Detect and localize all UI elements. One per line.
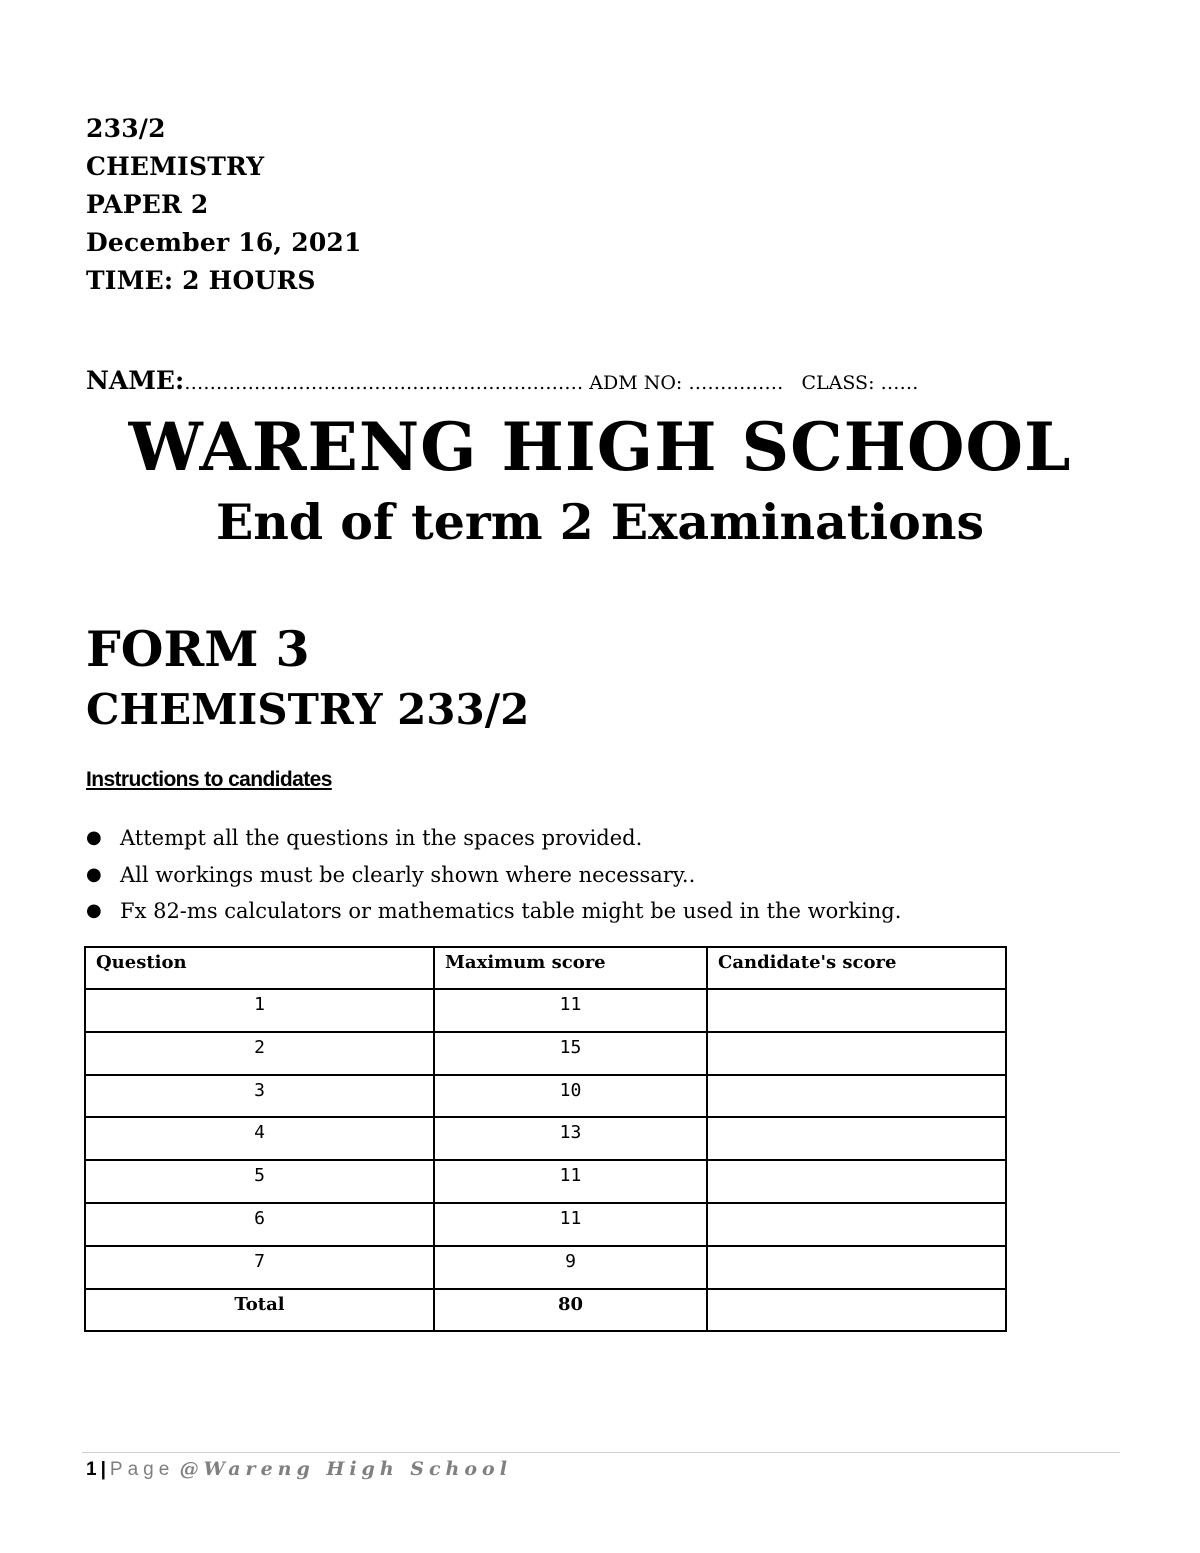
maximum-score: 11 xyxy=(434,1160,707,1203)
class-label: CLASS: xyxy=(801,372,875,394)
instructions-list xyxy=(86,820,901,930)
candidate-score-cell[interactable] xyxy=(707,1032,1006,1075)
total-label: Total xyxy=(85,1289,434,1332)
instruction-item: ● Fx 82-ms calculators or mathematics table might be used in the working. xyxy=(86,893,901,930)
school-name: WARENG HIGH SCHOOL xyxy=(128,408,1072,486)
candidate-score-cell[interactable] xyxy=(707,1246,1006,1289)
exam-date: December 16, 2021 xyxy=(86,228,362,257)
candidate-score-cell[interactable] xyxy=(707,1203,1006,1246)
exam-name: End of term 2 Examinations xyxy=(215,493,985,551)
bullet-icon: ● xyxy=(86,827,102,848)
candidate-score-cell[interactable] xyxy=(707,1117,1006,1160)
instruction-item: ● All workings must be clearly shown where necessary.. xyxy=(86,857,901,894)
name-label: NAME: xyxy=(86,366,185,395)
candidate-score-cell[interactable] xyxy=(707,989,1006,1032)
score-table xyxy=(84,946,1007,1332)
maximum-score: 10 xyxy=(434,1075,707,1118)
table-header-row xyxy=(85,947,1006,989)
name-field[interactable]: ……………………………………………………… xyxy=(184,372,584,394)
instruction-item: ● Attempt all the questions in the spaces provided. xyxy=(86,820,901,857)
maximum-score: 15 xyxy=(434,1032,707,1075)
maximum-score: 11 xyxy=(434,1203,707,1246)
total-maximum-score: 80 xyxy=(434,1289,707,1332)
total-row xyxy=(85,1289,1006,1332)
maximum-score: 9 xyxy=(434,1246,707,1289)
column-header-question: Question xyxy=(85,947,434,989)
subject-code: CHEMISTRY 233/2 xyxy=(86,685,530,734)
question-number: 1 xyxy=(85,989,434,1032)
question-number: 5 xyxy=(85,1160,434,1203)
question-number: 2 xyxy=(85,1032,434,1075)
footer-separator: | xyxy=(100,1459,106,1480)
table-row xyxy=(85,1160,1006,1203)
adm-field[interactable]: …………… xyxy=(688,372,784,394)
question-number: 6 xyxy=(85,1203,434,1246)
adm-label: ADM NO: xyxy=(589,372,683,394)
total-candidate-score-cell[interactable] xyxy=(707,1289,1006,1332)
page-label: Page xyxy=(109,1459,175,1480)
paper-code: 233/2 xyxy=(86,114,166,143)
page-number: 1 xyxy=(86,1459,97,1480)
table-row xyxy=(85,1203,1006,1246)
class-field[interactable]: …… xyxy=(880,372,919,394)
form-level: FORM 3 xyxy=(86,620,310,678)
page-footer xyxy=(86,1458,512,1481)
maximum-score: 13 xyxy=(434,1117,707,1160)
maximum-score: 11 xyxy=(434,989,707,1032)
table-row xyxy=(85,1246,1006,1289)
question-number: 4 xyxy=(85,1117,434,1160)
paper-number: PAPER 2 xyxy=(86,190,209,219)
question-number: 7 xyxy=(85,1246,434,1289)
footer-divider xyxy=(82,1452,1120,1453)
column-header-candidates-score: Candidate's score xyxy=(707,947,1006,989)
column-header-maximum-score: Maximum score xyxy=(434,947,707,989)
bullet-icon: ● xyxy=(86,863,102,885)
instructions-heading: Instructions to candidates xyxy=(86,768,332,791)
candidate-score-cell[interactable] xyxy=(707,1160,1006,1203)
exam-time: TIME: 2 HOURS xyxy=(86,266,316,295)
subject-heading: CHEMISTRY xyxy=(86,152,265,181)
table-row xyxy=(85,1075,1006,1118)
candidate-score-cell[interactable] xyxy=(707,1075,1006,1118)
table-row xyxy=(85,1032,1006,1075)
table-row xyxy=(85,989,1006,1032)
footer-school-name: @Wareng High School xyxy=(179,1458,512,1480)
table-row xyxy=(85,1117,1006,1160)
question-number: 3 xyxy=(85,1075,434,1118)
candidate-details-line xyxy=(86,366,919,395)
bullet-icon: ● xyxy=(86,900,102,921)
